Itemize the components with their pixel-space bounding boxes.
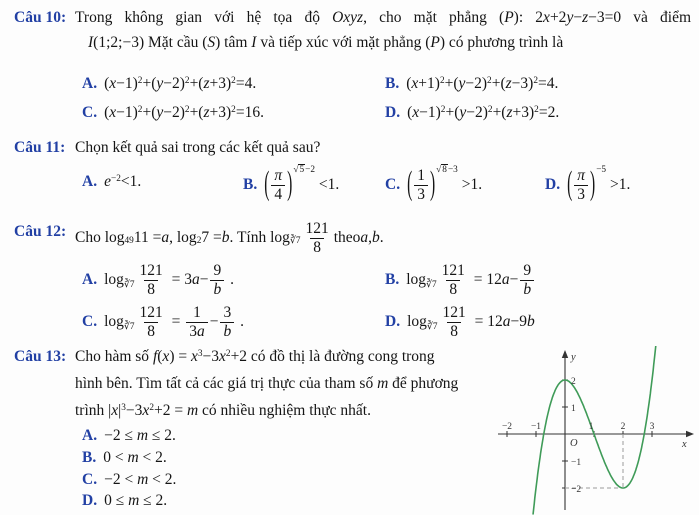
option-letter: A.	[82, 75, 98, 92]
y-axis-label: y	[571, 352, 576, 363]
option-formula: 0 ≤ m ≤ 2.	[104, 492, 168, 509]
question-10-stem-line-1: Trong không gian với hệ tọa độ Oxyz, cho mặt phẳng (P): 2x+2y−z−3=0 và điểm	[75, 9, 692, 26]
y-tick-label: −2	[571, 485, 582, 495]
question-10-option-b	[385, 74, 558, 95]
question-13-option-b	[82, 448, 167, 469]
x-tick-label: 3	[649, 422, 655, 432]
question-11-option-d	[545, 161, 630, 209]
y-tick-label: −1	[571, 458, 582, 468]
x-tick-label: −2	[501, 422, 513, 432]
option-formula: ( $\frac{\pi}{4}$ )$^{√5-2}$ <1.	[264, 165, 340, 203]
option-formula: $(x-1)^2+(y-2)^2+(z+3)^2=4$.	[104, 75, 257, 92]
y-tick-label: 2	[571, 377, 576, 387]
y-tick-label: 1	[571, 404, 576, 414]
question-13-stem-line-2: hình bên. Tìm tất cả các giá trị thực của tham số m để phương	[75, 375, 459, 392]
option-letter: D.	[545, 175, 561, 193]
question-11-label: Câu 11:	[14, 139, 66, 156]
question-12-option-d	[385, 300, 535, 344]
graph-curve	[530, 346, 656, 514]
option-formula: $(x-1)^2+(y-2)^2+(z+3)^2=2$.	[407, 104, 560, 121]
x-axis-label: x	[682, 439, 687, 450]
option-letter: C.	[82, 312, 98, 330]
option-letter: C.	[82, 471, 98, 488]
question-10-option-c	[82, 103, 264, 124]
question-12-option-a	[82, 258, 234, 302]
x-axis-arrow	[686, 431, 694, 437]
question-12-option-c	[82, 300, 244, 344]
graph-svg	[492, 346, 699, 515]
question-13-stem-line-3: trình $|x|^3-3x^2+2 = m$ có nhiều nghiệm thực nhất.	[75, 402, 371, 419]
question-13-option-d	[82, 491, 167, 512]
option-formula: $\log_{∛7}$ $\frac{121}{8}$ = 12a− $\frac{9}{b}$	[406, 262, 536, 299]
question-13-stem-line-1: Cho hàm số $f(x) = x^3-3x^2+2$ có đồ thị là đường cong trong	[75, 348, 435, 365]
option-formula: $(x-1)^2+(y-2)^2+(z+3)^2=16$.	[104, 104, 264, 121]
question-13-option-c	[82, 470, 176, 491]
option-formula: $(x+1)^2+(y-2)^2+(z-3)^2=4$.	[406, 75, 559, 92]
option-letter: B.	[82, 449, 97, 466]
option-letter: D.	[385, 312, 401, 330]
origin-label: O	[570, 438, 578, 449]
x-tick-label: 1	[588, 422, 594, 432]
question-11-option-a	[82, 172, 141, 193]
option-letter: C.	[82, 104, 98, 121]
option-formula: $e^{-2}<1$.	[104, 173, 142, 190]
option-letter: B.	[385, 75, 400, 92]
question-11-option-b	[243, 161, 339, 209]
question-12-label: Câu 12:	[14, 223, 67, 240]
y-axis-arrow	[562, 350, 568, 358]
question-11-option-c	[385, 161, 482, 209]
option-letter: D.	[82, 492, 98, 509]
option-letter: D.	[385, 104, 401, 121]
option-letter: C.	[385, 175, 401, 193]
function-graph	[492, 346, 699, 515]
option-letter: A.	[82, 173, 98, 190]
option-formula: $\log_{∛7}$ $\frac{121}{8}$ = $\frac{1}{3a}$ − $\frac{3}{b}$ .	[104, 303, 244, 340]
option-formula: $\log_{∛7}$ $\frac{121}{8}$ = 12a−9b	[407, 303, 535, 340]
question-12-stem: Cho log $_{49}$ 11 = a , log $_2$ 7 = b . Tính log $_{∛7}$ $\frac{121}{8}$ theo a , b .	[75, 219, 384, 256]
question-13-label: Câu 13:	[14, 348, 67, 365]
option-formula: $\log_{∛7}$ $\frac{121}{8}$ = 3a− $\frac{9}{b}$ .	[104, 261, 234, 298]
question-10-option-a	[82, 74, 256, 95]
option-letter: A.	[82, 427, 98, 444]
x-tick-label: 2	[620, 422, 626, 432]
question-10-label: Câu 10:	[14, 9, 67, 26]
option-letter: A.	[82, 270, 98, 288]
option-letter: B.	[385, 270, 400, 288]
question-12-option-b	[385, 258, 536, 302]
option-formula: −2 ≤ m ≤ 2.	[104, 427, 176, 444]
option-letter: B.	[243, 175, 258, 193]
option-formula: ( $\frac{1}{3}$ )$^{√8-3}$ >1.	[407, 165, 483, 203]
question-10-stem-line-2: I(1;2;−3) Mặt cầu (S) tâm I và tiếp xúc với mặt phẳng (P) có phương trình là	[88, 34, 564, 51]
x-tick-label: −1	[530, 422, 542, 432]
option-formula: −2 < m < 2.	[104, 471, 177, 488]
question-11-stem: Chọn kết quả sai trong các kết quả sau?	[75, 139, 321, 156]
question-10-option-d	[385, 103, 559, 124]
option-formula: 0 < m < 2.	[103, 449, 167, 466]
option-formula: ( $\frac{\pi}{3}$ )$^{-5}$ >1.	[567, 165, 631, 203]
question-13-option-a	[82, 426, 176, 447]
